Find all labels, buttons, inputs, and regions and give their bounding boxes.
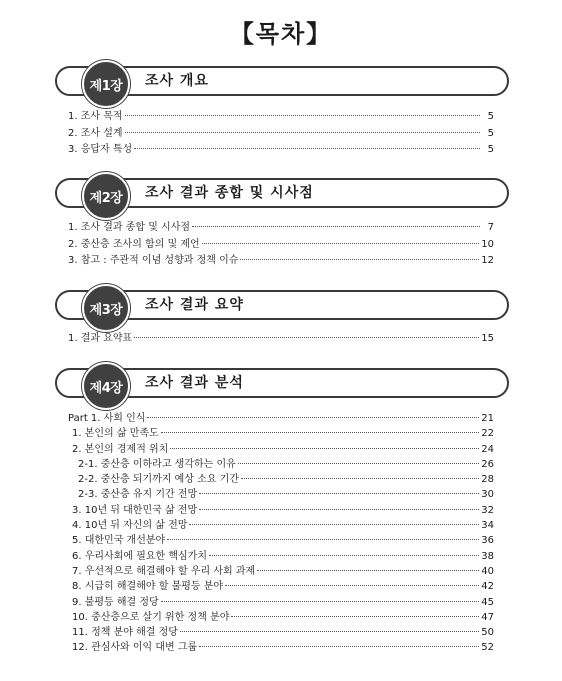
chapter-3-header <box>55 290 507 324</box>
dot-leader <box>238 462 479 464</box>
chapter-2-entries <box>68 220 494 270</box>
toc-entry-page: 21 <box>481 413 494 424</box>
toc-entry-page: 12 <box>481 255 494 266</box>
chapter-4-header <box>55 368 507 402</box>
toc-entry-label: 1. 결과 요약표 <box>68 333 133 344</box>
toc-entry-page: 52 <box>481 642 494 654</box>
dot-leader <box>209 554 479 556</box>
toc-entry[interactable] <box>68 640 494 655</box>
dot-leader <box>199 645 479 647</box>
dot-leader <box>241 477 479 479</box>
toc-entry-page: 5 <box>487 127 494 139</box>
toc-entry[interactable] <box>68 253 494 270</box>
toc-entry-page: 5 <box>487 111 494 122</box>
toc-entry[interactable] <box>68 142 494 159</box>
toc-entry[interactable] <box>68 426 494 441</box>
toc-entry-label: 3. 참고 : 주관적 이념 성향과 정책 이슈 <box>68 255 239 266</box>
toc-entry-page: 32 <box>481 504 494 516</box>
dot-leader <box>134 147 480 149</box>
toc-entry-label: 9. 불평등 해결 정당 <box>72 596 159 608</box>
toc-entry-page: 24 <box>481 443 494 455</box>
toc-entry-page: 10 <box>481 238 494 250</box>
chapter-1-entries <box>68 109 494 159</box>
dot-leader <box>202 242 480 244</box>
toc-entry-label: 2. 본인의 경제적 위치 <box>72 443 169 455</box>
dot-leader <box>199 508 479 510</box>
toc-entry-page: 30 <box>481 489 494 501</box>
chapter-title: 조사 결과 분석 <box>145 375 244 391</box>
dot-leader <box>192 225 480 227</box>
chapter-4-entries <box>68 411 494 656</box>
toc-entry-label: 11. 정책 분야 해결 정당 <box>72 627 178 639</box>
toc-entry-page: 5 <box>487 144 494 155</box>
toc-entry-label: 1. 본인의 삶 만족도 <box>72 428 159 440</box>
chapter-badge: 제1장 <box>82 60 130 108</box>
toc-entry-label: 12. 관심사와 이익 대변 그룹 <box>72 642 198 654</box>
chapter-title: 조사 결과 요약 <box>145 297 244 313</box>
chapter-title: 조사 결과 종합 및 시사점 <box>145 185 314 201</box>
chapter-2-header <box>55 178 507 212</box>
toc-entry[interactable] <box>68 331 494 348</box>
toc-entry-page: 22 <box>481 428 494 440</box>
toc-entry[interactable] <box>68 595 494 610</box>
toc-entry-page: 40 <box>481 565 494 577</box>
toc-entry-page: 42 <box>481 581 494 593</box>
toc-entry-page: 50 <box>481 627 494 639</box>
toc-entry-label: 2-1. 중산층 이하라고 생각하는 이유 <box>78 458 236 470</box>
dot-leader <box>231 615 479 617</box>
toc-entry-page: 28 <box>481 474 494 486</box>
chapter-badge: 제2장 <box>82 172 130 220</box>
toc-entry-label: 6. 우리사회에 필요한 핵심가치 <box>72 550 207 562</box>
toc-entry[interactable] <box>68 610 494 625</box>
toc-subentry[interactable] <box>68 472 494 487</box>
dot-leader <box>161 600 480 602</box>
toc-entry[interactable] <box>68 579 494 594</box>
toc-part-entry[interactable] <box>68 411 494 426</box>
toc-entry-page: 34 <box>481 520 494 532</box>
toc-entry-page: 7 <box>487 222 494 233</box>
chapter-1-header <box>55 66 507 100</box>
toc-entry[interactable] <box>68 625 494 640</box>
toc-entry-label: Part 1. 사회 인식 <box>68 413 146 424</box>
toc-entry-label: 3. 응답자 특성 <box>68 144 133 155</box>
dot-leader <box>257 569 479 571</box>
chapter-badge: 제4장 <box>82 362 130 410</box>
toc-entry-label: 2. 중산층 조사의 함의 및 제언 <box>68 238 200 250</box>
toc-entry-page: 36 <box>481 535 494 547</box>
chapter-title: 조사 개요 <box>145 73 209 89</box>
toc-entry[interactable] <box>68 549 494 564</box>
toc-entry[interactable] <box>68 533 494 548</box>
dot-leader <box>240 258 479 260</box>
dot-leader <box>189 523 479 525</box>
dot-leader <box>125 131 480 133</box>
toc-entry-page: 15 <box>481 333 494 344</box>
toc-entry[interactable] <box>68 237 494 254</box>
dot-leader <box>134 336 479 338</box>
toc-entry[interactable] <box>68 518 494 533</box>
toc-entry-label: 5. 대한민국 개선분야 <box>72 535 166 547</box>
chapter-badge: 제3장 <box>82 284 130 332</box>
toc-entry[interactable] <box>68 442 494 457</box>
toc-entry[interactable] <box>68 564 494 579</box>
toc-entry[interactable] <box>68 503 494 518</box>
dot-leader <box>170 447 479 449</box>
toc-entry-label: 8. 시급히 해결해야 할 불평등 분야 <box>72 581 224 593</box>
toc-entry-label: 1. 조사 목적 <box>68 111 123 122</box>
dot-leader <box>147 416 479 418</box>
toc-entry[interactable] <box>68 109 494 126</box>
dot-leader <box>199 492 479 494</box>
dot-leader <box>180 630 479 632</box>
dot-leader <box>225 584 479 586</box>
toc-entry-label: 7. 우선적으로 해결해야 할 우리 사회 과제 <box>72 565 256 577</box>
toc-subentry[interactable] <box>68 457 494 472</box>
toc-entry-label: 2-3. 중산층 유지 기간 전망 <box>78 489 198 501</box>
toc-entry-label: 2. 조사 설계 <box>68 127 123 139</box>
toc-entry[interactable] <box>68 126 494 143</box>
chapter-3-entries <box>68 331 494 348</box>
toc-entry-page: 26 <box>481 458 494 470</box>
toc-entry-page: 47 <box>481 611 494 623</box>
toc-subentry[interactable] <box>68 487 494 502</box>
dot-leader <box>167 538 479 540</box>
toc-entry[interactable] <box>68 220 494 237</box>
dot-leader <box>125 114 480 116</box>
toc-entry-page: 45 <box>481 596 494 608</box>
toc-entry-label: 3. 10년 뒤 대한민국 삶 전망 <box>72 504 198 516</box>
toc-entry-label: 10. 중산층으로 살기 위한 정책 분야 <box>72 611 230 623</box>
toc-entry-label: 4. 10년 뒤 자신의 삶 전망 <box>72 520 188 532</box>
toc-entry-label: 1. 조사 결과 종합 및 시사점 <box>68 222 191 233</box>
dot-leader <box>161 431 480 433</box>
toc-entry-label: 2-2. 중산층 되기까지 예상 소요 기간 <box>78 474 239 486</box>
document-title: 【목차】 <box>229 20 333 48</box>
toc-entry-page: 38 <box>481 550 494 562</box>
